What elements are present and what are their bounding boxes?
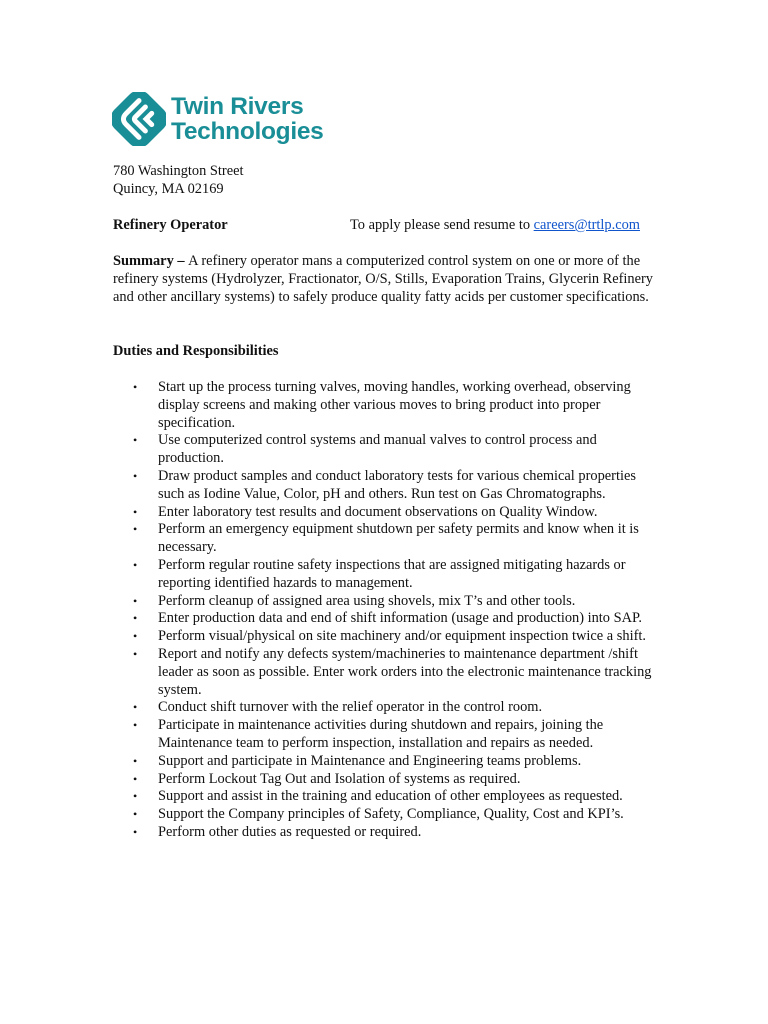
duties-heading: Duties and Responsibilities (113, 343, 279, 359)
duty-text: Perform Lockout Tag Out and Isolation of systems as required. (158, 770, 521, 787)
duty-text: Use computerized control systems and manual valves to control process and production. (158, 432, 597, 467)
job-title-row (113, 217, 673, 235)
duty-text: Perform visual/physical on site machinery and/or equipment inspection twice a shift. (158, 628, 646, 645)
duty-text: Enter production data and end of shift information (usage and production) into SAP. (158, 610, 642, 627)
duty-item (113, 646, 658, 699)
twin-rivers-logo-icon (112, 92, 166, 146)
address-city: Quincy, MA 02169 (113, 180, 224, 197)
company-address (113, 163, 243, 199)
duty-item (113, 717, 658, 753)
bullet-icon: • (133, 718, 138, 733)
duty-item (113, 557, 658, 593)
company-name (171, 94, 324, 144)
duty-text: Perform regular routine safety inspections that are assigned mitigating hazards or reporting identified hazards to management. (158, 556, 626, 591)
bullet-icon: • (133, 789, 138, 804)
duty-item (113, 753, 658, 771)
bullet-icon: • (133, 807, 138, 822)
duty-item (113, 628, 658, 646)
duty-text: Perform an emergency equipment shutdown per safety permits and know when it is necessary. (158, 521, 639, 556)
duty-item (113, 699, 658, 717)
bullet-icon: • (133, 522, 138, 537)
bullet-icon: • (133, 433, 138, 448)
duty-text: Enter laboratory test results and document observations on Quality Window. (158, 503, 598, 520)
duty-text: Support and participate in Maintenance and Engineering teams problems. (158, 752, 582, 769)
summary-label: Summary (113, 253, 174, 269)
duty-item (113, 468, 658, 504)
apply-email-link[interactable]: careers@trtlp.com (533, 217, 640, 233)
duty-item (113, 610, 658, 628)
job-title: Refinery Operator (113, 217, 228, 233)
bullet-icon: • (133, 504, 138, 519)
duty-item (113, 593, 658, 611)
bullet-icon: • (133, 753, 138, 768)
bullet-icon: • (133, 629, 138, 644)
duty-text: Participate in maintenance activities during shutdown and repairs, joining the Maintenance team to perform inspection, installation and repairs as needed. (158, 717, 604, 751)
bullet-icon: • (133, 611, 138, 626)
bullet-icon: • (133, 771, 138, 786)
bullet-icon: • (133, 380, 138, 394)
duty-item (113, 824, 658, 842)
duty-item (113, 379, 658, 432)
bullet-icon: • (133, 646, 138, 661)
bullet-icon: • (133, 557, 138, 572)
address-street: 780 Washington Street (113, 163, 244, 179)
duty-text: Report and notify any defects system/machineries to maintenance department /shift leader as soon as possible. Enter work orders into the electronic maintenance tracking system. (158, 645, 652, 698)
duty-item (113, 432, 658, 468)
summary-paragraph (113, 253, 658, 306)
summary-text: A refinery operator mans a computerized control system on one or more of the refinery systems (Hydrolyzer, Fractionator, O/S, Stills, Evaporation Trains, Glycerin Refinery and other ancillary systems) to safely produce quality fatty acids per customer specifications. (113, 253, 653, 305)
duty-text: Support the Company principles of Safety, Compliance, Quality, Cost and KPI’s. (158, 806, 624, 823)
duty-text: Conduct shift turnover with the relief operator in the control room. (158, 699, 543, 716)
duty-text: Perform cleanup of assigned area using shovels, mix T’s and other tools. (158, 592, 576, 609)
summary-dash: – (173, 253, 189, 269)
duty-item (113, 504, 658, 522)
duty-text: Perform other duties as requested or required. (158, 823, 422, 840)
apply-text: To apply please send resume to (350, 217, 531, 233)
duty-item (113, 771, 658, 789)
duty-item (113, 521, 658, 557)
duty-text: Start up the process turning valves, moving handles, working overhead, observing display screens and making other various moves to bring product into proper specification. (158, 379, 631, 431)
apply-instructions (350, 217, 640, 235)
company-name-line1: Twin Rivers (171, 93, 304, 120)
duty-text: Draw product samples and conduct laboratory tests for various chemical properties such as Iodine Value, Color, pH and others. Run test on Gas Chromatographs. (158, 467, 636, 502)
company-name-line2: Technologies (171, 118, 324, 145)
duty-item (113, 806, 658, 824)
duty-text: Support and assist in the training and education of other employees as requested. (158, 788, 623, 805)
duties-list (113, 379, 673, 842)
bullet-icon: • (133, 593, 138, 608)
duty-item (113, 788, 658, 806)
bullet-icon: • (133, 468, 138, 483)
bullet-icon: • (133, 824, 138, 839)
company-logo (112, 92, 324, 146)
bullet-icon: • (133, 700, 138, 715)
